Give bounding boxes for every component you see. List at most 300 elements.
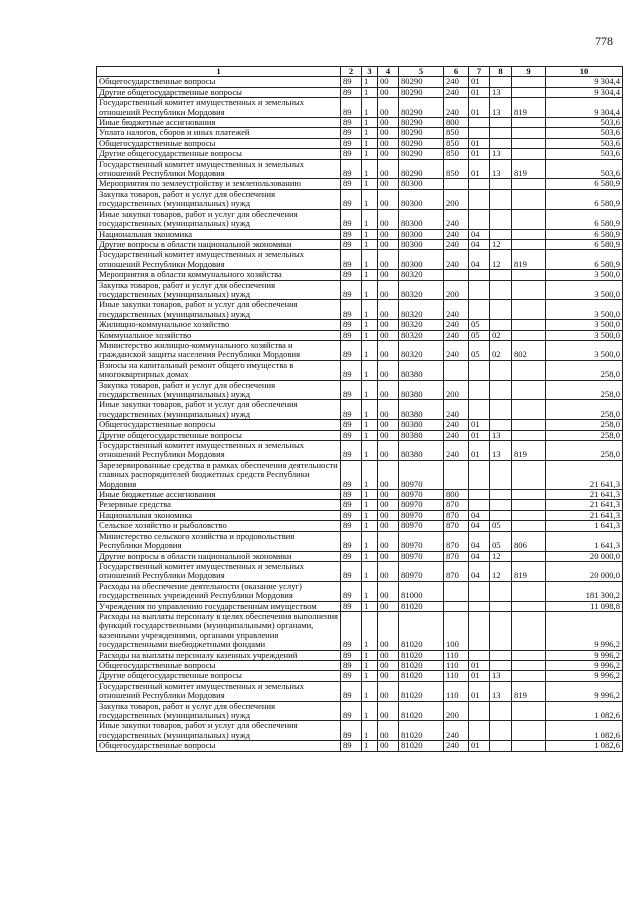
cell-code-4: 00 [378,681,399,701]
cell-code-3: 1 [362,229,378,239]
cell-target-code: 80970 [399,510,444,520]
cell-target-code: 80300 [399,209,444,229]
table-row [97,681,623,701]
cell-ministry-code [512,360,546,380]
cell-code-3: 1 [362,611,378,650]
cell-code-2: 89 [341,490,362,500]
cell-section [469,460,490,489]
cell-ministry-code: 806 [512,531,546,551]
cell-ministry-code [512,490,546,500]
cell-ministry-code [512,430,546,440]
cell-amount: 21 641,3 [546,460,623,489]
table-row [97,521,623,531]
cell-description: Иные закупки товаров, работ и услуг для обеспечения государственных (муниципальных) нужд [97,300,341,320]
cell-amount: 503,6 [546,159,623,179]
table-row [97,128,623,138]
cell-ministry-code [512,280,546,300]
cell-section [469,500,490,510]
table-row [97,510,623,520]
cell-section [469,179,490,189]
cell-ministry-code [512,138,546,148]
cell-amount: 9 996,2 [546,611,623,650]
table-row [97,77,623,87]
cell-code-3: 1 [362,159,378,179]
cell-section: 04 [469,561,490,581]
cell-target-code: 80320 [399,330,444,340]
cell-subsection [490,229,512,239]
table-row [97,209,623,229]
cell-expense-type: 240 [444,209,469,229]
cell-section: 01 [469,741,490,751]
cell-description: Мероприятия в области коммунального хозяйства [97,270,341,280]
cell-ministry-code [512,380,546,400]
cell-subsection [490,300,512,320]
cell-code-4: 00 [378,701,399,721]
cell-amount: 258,0 [546,380,623,400]
table-row [97,118,623,128]
cell-code-2: 89 [341,561,362,581]
cell-code-3: 1 [362,118,378,128]
cell-code-3: 1 [362,330,378,340]
cell-code-2: 89 [341,650,362,660]
cell-code-4: 00 [378,159,399,179]
cell-target-code: 81020 [399,721,444,741]
cell-amount: 503,6 [546,149,623,159]
cell-code-2: 89 [341,741,362,751]
cell-expense-type: 240 [444,87,469,97]
cell-amount: 9 996,2 [546,660,623,670]
cell-code-3: 1 [362,189,378,209]
cell-amount: 503,6 [546,138,623,148]
cell-target-code: 81020 [399,611,444,650]
cell-description: Резервные средства [97,500,341,510]
cell-code-4: 00 [378,250,399,270]
cell-description: Взносы на капитальный ремонт общего имущества в многоквартирных домах [97,360,341,380]
cell-ministry-code [512,701,546,721]
cell-code-3: 1 [362,179,378,189]
cell-code-3: 1 [362,581,378,601]
cell-code-4: 00 [378,360,399,380]
cell-target-code: 80290 [399,159,444,179]
cell-subsection: 13 [490,430,512,440]
cell-code-3: 1 [362,741,378,751]
cell-code-4: 00 [378,521,399,531]
cell-expense-type: 240 [444,250,469,270]
cell-expense-type: 240 [444,239,469,249]
cell-expense-type: 110 [444,650,469,660]
cell-target-code: 80300 [399,179,444,189]
cell-code-3: 1 [362,510,378,520]
cell-target-code: 81020 [399,650,444,660]
cell-description: Министерство сельского хозяйства и продовольствия Республики Мордовия [97,531,341,551]
cell-code-4: 00 [378,189,399,209]
cell-expense-type: 200 [444,701,469,721]
cell-section [469,270,490,280]
table-row [97,330,623,340]
cell-amount: 1 641,3 [546,521,623,531]
cell-expense-type: 240 [444,400,469,420]
cell-ministry-code [512,229,546,239]
cell-code-4: 00 [378,611,399,650]
cell-subsection: 13 [490,159,512,179]
cell-code-2: 89 [341,280,362,300]
table-row [97,360,623,380]
cell-expense-type: 850 [444,149,469,159]
cell-code-4: 00 [378,460,399,489]
cell-subsection [490,77,512,87]
cell-code-4: 00 [378,650,399,660]
table-row [97,179,623,189]
cell-expense-type: 240 [444,77,469,87]
table-row [97,611,623,650]
cell-amount: 11 098,8 [546,601,623,611]
cell-code-3: 1 [362,460,378,489]
cell-code-2: 89 [341,721,362,741]
cell-code-4: 00 [378,601,399,611]
cell-code-3: 1 [362,601,378,611]
cell-section [469,490,490,500]
cell-code-2: 89 [341,521,362,531]
cell-amount: 3 500,0 [546,340,623,360]
cell-target-code: 81020 [399,681,444,701]
cell-section: 01 [469,441,490,461]
cell-code-4: 00 [378,671,399,681]
cell-amount: 503,6 [546,128,623,138]
cell-expense-type: 240 [444,300,469,320]
cell-amount: 20 000,0 [546,551,623,561]
cell-target-code: 80300 [399,229,444,239]
cell-expense-type [444,581,469,601]
table-row [97,601,623,611]
cell-target-code: 80380 [399,420,444,430]
cell-expense-type: 240 [444,430,469,440]
cell-code-2: 89 [341,671,362,681]
cell-section: 01 [469,77,490,87]
cell-code-2: 89 [341,611,362,650]
cell-target-code: 81020 [399,660,444,670]
cell-subsection [490,118,512,128]
cell-amount: 6 580,9 [546,239,623,249]
cell-description: Министерство жилищно-коммунального хозяйства и гражданской защиты населения Республики Мордовия [97,340,341,360]
cell-code-3: 1 [362,441,378,461]
cell-code-2: 89 [341,229,362,239]
cell-expense-type: 850 [444,159,469,179]
cell-ministry-code [512,87,546,97]
cell-amount: 6 580,9 [546,229,623,239]
cell-expense-type [444,360,469,380]
cell-code-3: 1 [362,138,378,148]
cell-description: Зарезервированные средства в рамках обеспечения деятельности главных распорядителей бюджетных средств Республики Мордовия [97,460,341,489]
table-row [97,561,623,581]
cell-code-2: 89 [341,701,362,721]
cell-code-3: 1 [362,149,378,159]
cell-code-3: 1 [362,239,378,249]
cell-description: Мероприятия по землеустройству и землепользованию [97,179,341,189]
cell-description: Общегосударственные вопросы [97,660,341,670]
table-row [97,490,623,500]
cell-expense-type: 240 [444,320,469,330]
table-row [97,189,623,209]
table-row [97,671,623,681]
cell-ministry-code [512,270,546,280]
cell-code-2: 89 [341,239,362,249]
cell-target-code: 80970 [399,521,444,531]
cell-expense-type: 240 [444,420,469,430]
cell-section: 04 [469,531,490,551]
cell-description: Жилищно-коммунальное хозяйство [97,320,341,330]
table-row [97,320,623,330]
table-row [97,650,623,660]
cell-target-code: 80290 [399,98,444,118]
cell-target-code: 80970 [399,531,444,551]
cell-code-2: 89 [341,420,362,430]
cell-target-code: 80320 [399,300,444,320]
cell-code-3: 1 [362,250,378,270]
table-row [97,420,623,430]
cell-amount: 181 300,2 [546,581,623,601]
header-cell-2: 2 [341,67,362,77]
cell-ministry-code: 819 [512,681,546,701]
cell-section [469,360,490,380]
cell-ministry-code [512,521,546,531]
cell-target-code: 80380 [399,360,444,380]
cell-subsection: 13 [490,98,512,118]
cell-section [469,611,490,650]
cell-target-code: 80970 [399,551,444,561]
cell-description: Уплата налогов, сборов и иных платежей [97,128,341,138]
cell-description: Национальная экономика [97,510,341,520]
cell-ministry-code [512,420,546,430]
cell-code-2: 89 [341,441,362,461]
cell-ministry-code [512,650,546,660]
table-row [97,721,623,741]
table-row [97,741,623,751]
cell-code-2: 89 [341,380,362,400]
cell-target-code: 80320 [399,340,444,360]
cell-code-2: 89 [341,98,362,118]
cell-expense-type: 800 [444,118,469,128]
cell-section [469,650,490,660]
cell-ministry-code [512,179,546,189]
cell-code-4: 00 [378,87,399,97]
cell-expense-type: 850 [444,138,469,148]
cell-expense-type: 110 [444,660,469,670]
page-number: 778 [595,34,613,48]
cell-subsection [490,400,512,420]
cell-ministry-code [512,128,546,138]
cell-code-3: 1 [362,400,378,420]
cell-amount: 258,0 [546,400,623,420]
cell-section: 04 [469,510,490,520]
cell-subsection [490,581,512,601]
cell-ministry-code: 819 [512,441,546,461]
cell-section [469,209,490,229]
cell-code-4: 00 [378,300,399,320]
cell-amount: 21 641,3 [546,510,623,520]
table-row [97,500,623,510]
header-cell-6: 6 [444,67,469,77]
cell-expense-type: 800 [444,490,469,500]
cell-subsection [490,650,512,660]
table-row [97,280,623,300]
cell-code-2: 89 [341,460,362,489]
cell-target-code: 80300 [399,250,444,270]
cell-description: Государственный комитет имущественных и земельных отношений Республики Мордовия [97,250,341,270]
cell-section: 04 [469,521,490,531]
cell-code-3: 1 [362,340,378,360]
cell-section: 05 [469,340,490,360]
cell-code-3: 1 [362,98,378,118]
table-row [97,229,623,239]
cell-amount: 3 500,0 [546,330,623,340]
header-cell-3: 3 [362,67,378,77]
cell-expense-type [444,270,469,280]
cell-description: Другие общегосударственные вопросы [97,87,341,97]
cell-amount: 258,0 [546,441,623,461]
table-row [97,430,623,440]
cell-section: 01 [469,138,490,148]
cell-ministry-code [512,741,546,751]
cell-target-code: 80970 [399,460,444,489]
cell-description: Национальная экономика [97,229,341,239]
cell-code-4: 00 [378,239,399,249]
cell-code-2: 89 [341,660,362,670]
cell-amount: 1 082,6 [546,701,623,721]
cell-code-4: 00 [378,510,399,520]
cell-code-3: 1 [362,660,378,670]
cell-expense-type: 200 [444,380,469,400]
cell-code-3: 1 [362,300,378,320]
cell-code-2: 89 [341,209,362,229]
table-row [97,380,623,400]
cell-ministry-code [512,118,546,128]
cell-section: 01 [469,98,490,118]
cell-expense-type: 100 [444,611,469,650]
cell-section: 01 [469,681,490,701]
cell-code-2: 89 [341,430,362,440]
cell-code-3: 1 [362,681,378,701]
cell-code-2: 89 [341,138,362,148]
cell-code-3: 1 [362,701,378,721]
table-row [97,551,623,561]
cell-expense-type [444,179,469,189]
cell-code-4: 00 [378,340,399,360]
cell-subsection: 12 [490,239,512,249]
cell-description: Общегосударственные вопросы [97,420,341,430]
cell-code-3: 1 [362,551,378,561]
cell-amount: 9 996,2 [546,681,623,701]
cell-subsection [490,460,512,489]
cell-code-4: 00 [378,660,399,670]
cell-description: Учреждения по управлению государственным имуществом [97,601,341,611]
cell-amount: 503,6 [546,118,623,128]
cell-code-2: 89 [341,601,362,611]
cell-target-code: 80970 [399,500,444,510]
cell-section: 05 [469,320,490,330]
cell-section [469,380,490,400]
cell-ministry-code: 819 [512,250,546,270]
header-row [97,67,623,77]
cell-target-code: 80290 [399,149,444,159]
table-row [97,581,623,601]
cell-subsection [490,360,512,380]
cell-ministry-code [512,611,546,650]
header-cell-5: 5 [399,67,444,77]
cell-code-2: 89 [341,128,362,138]
cell-subsection [490,179,512,189]
cell-expense-type: 870 [444,500,469,510]
cell-code-4: 00 [378,229,399,239]
table-row [97,239,623,249]
cell-subsection: 13 [490,149,512,159]
cell-description: Закупка товаров, работ и услуг для обеспечения государственных (муниципальных) нужд [97,701,341,721]
cell-subsection [490,721,512,741]
cell-subsection: 12 [490,561,512,581]
cell-amount: 6 580,9 [546,209,623,229]
cell-target-code: 80300 [399,189,444,209]
cell-description: Расходы на обеспечение деятельности (оказание услуг) государственных учреждений Республики Мордовия [97,581,341,601]
cell-code-2: 89 [341,118,362,128]
cell-expense-type: 240 [444,721,469,741]
cell-target-code: 81020 [399,601,444,611]
cell-subsection: 02 [490,340,512,360]
cell-expense-type: 850 [444,128,469,138]
cell-description: Государственный комитет имущественных и земельных отношений Республики Мордовия [97,441,341,461]
cell-amount: 9 304,4 [546,77,623,87]
cell-code-3: 1 [362,380,378,400]
table-row [97,138,623,148]
cell-section [469,189,490,209]
cell-subsection [490,380,512,400]
cell-ministry-code [512,671,546,681]
cell-expense-type: 200 [444,280,469,300]
table-row [97,300,623,320]
cell-code-3: 1 [362,270,378,280]
cell-code-3: 1 [362,209,378,229]
cell-subsection [490,189,512,209]
cell-description: Иные закупки товаров, работ и услуг для обеспечения государственных (муниципальных) нужд [97,400,341,420]
cell-code-3: 1 [362,490,378,500]
cell-target-code: 81020 [399,671,444,681]
table-row [97,701,623,721]
cell-expense-type: 240 [444,441,469,461]
cell-subsection [490,209,512,229]
cell-ministry-code [512,189,546,209]
table-row [97,400,623,420]
cell-target-code: 80290 [399,87,444,97]
cell-target-code: 80320 [399,270,444,280]
cell-section: 01 [469,420,490,430]
cell-target-code: 80380 [399,380,444,400]
cell-code-3: 1 [362,671,378,681]
cell-amount: 9 304,4 [546,87,623,97]
cell-subsection [490,420,512,430]
cell-ministry-code [512,500,546,510]
cell-description: Закупка товаров, работ и услуг для обеспечения государственных (муниципальных) нужд [97,380,341,400]
cell-code-2: 89 [341,500,362,510]
cell-code-2: 89 [341,159,362,179]
cell-ministry-code: 819 [512,561,546,581]
cell-code-4: 00 [378,441,399,461]
cell-target-code: 80290 [399,128,444,138]
cell-section [469,400,490,420]
cell-subsection: 12 [490,551,512,561]
cell-code-4: 00 [378,98,399,118]
table-row [97,340,623,360]
cell-amount: 21 641,3 [546,500,623,510]
cell-amount: 3 500,0 [546,280,623,300]
cell-expense-type [444,460,469,489]
